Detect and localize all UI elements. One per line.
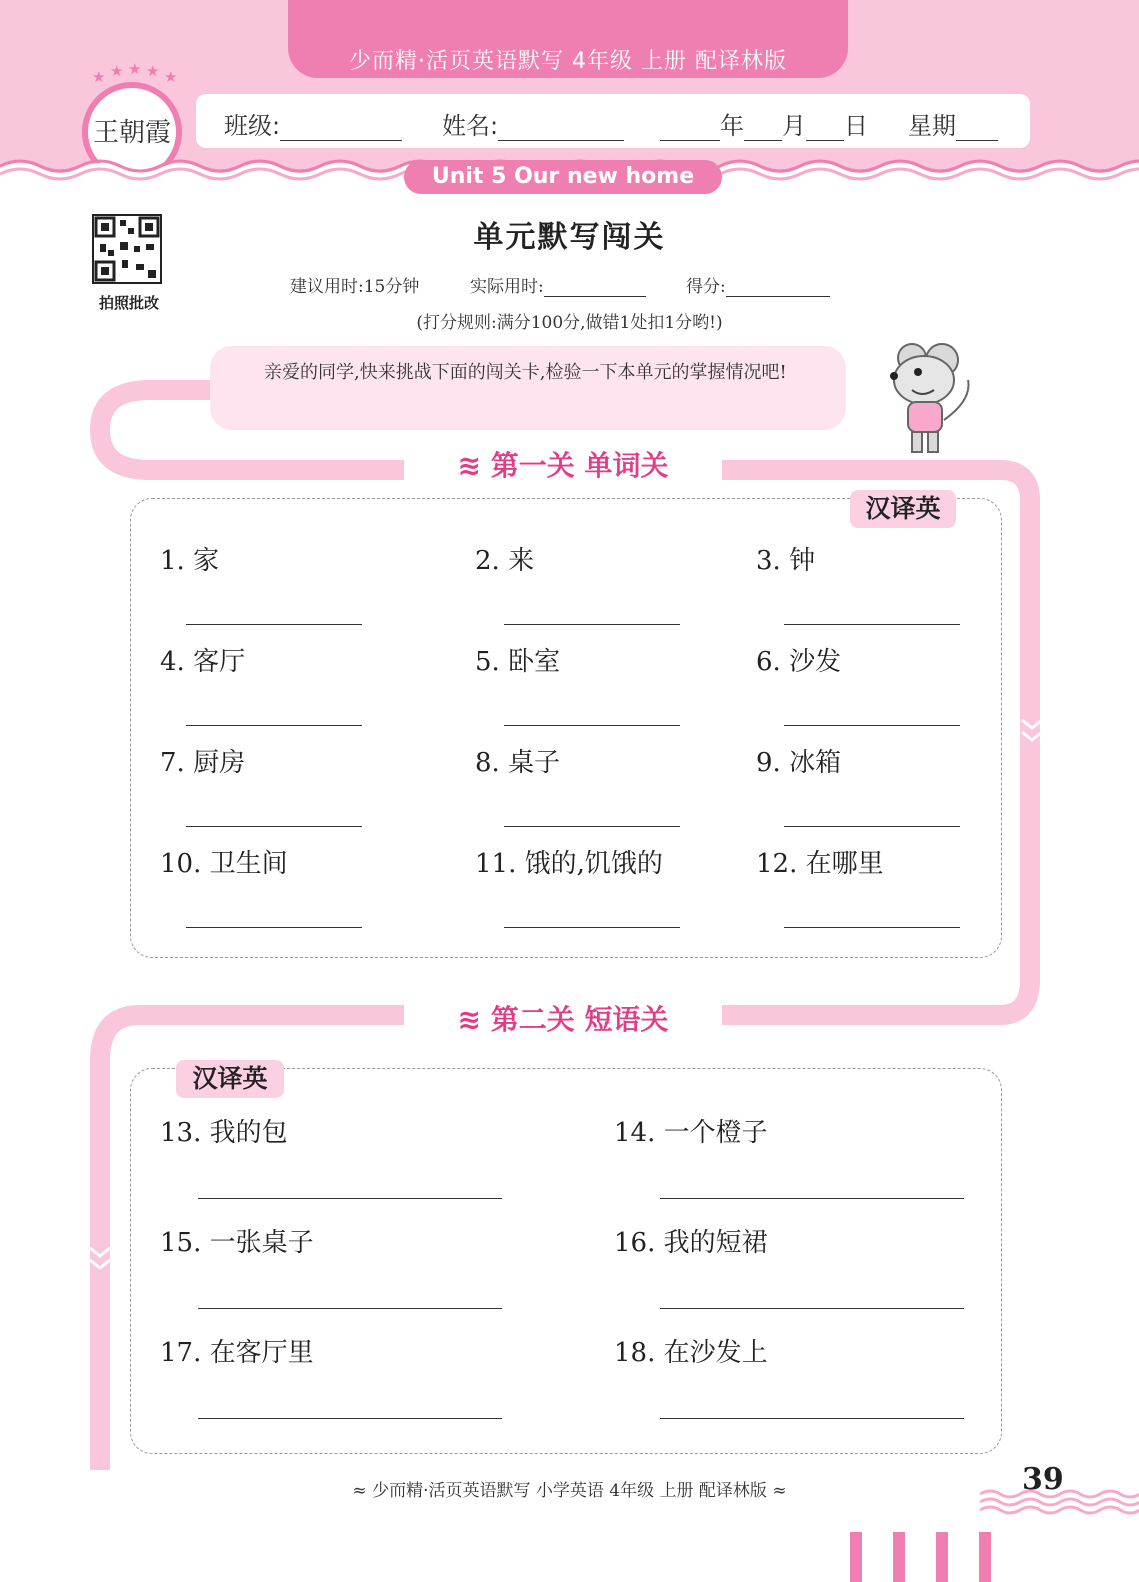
word-item: 7. 厨房 — [160, 748, 246, 778]
logo-text: 王朝霞 — [92, 118, 171, 148]
section1-box — [130, 498, 1002, 958]
phrase-item: 14. 一个橙子 — [614, 1118, 768, 1148]
word-item: 9. 冰箱 — [756, 748, 842, 778]
suggested-time: 建议用时:15分钟 — [290, 277, 420, 297]
star-icon: ★ — [128, 60, 142, 78]
mouse-mascot-icon — [872, 340, 990, 458]
wave-icon: ≈ — [352, 1481, 373, 1501]
word-item: 11. 饿的,饥饿的 — [475, 849, 663, 879]
phrase-item: 13. 我的包 — [160, 1118, 288, 1148]
answer-line[interactable] — [784, 927, 960, 928]
class-field[interactable]: 班级: — [224, 106, 402, 141]
answer-line[interactable] — [504, 725, 680, 726]
word-item: 2. 来 — [475, 546, 535, 576]
footer: ≈ 少而精·活页英语默写 小学英语 4年级 上册 配译林版 ≈ — [352, 1481, 787, 1501]
score-field[interactable]: 得分: — [686, 272, 830, 297]
answer-line[interactable] — [504, 826, 680, 827]
phrase-item: 17. 在客厅里 — [160, 1338, 314, 1368]
unit-title: Unit 5 Our new home — [404, 160, 722, 194]
word-item: 12. 在哪里 — [756, 849, 884, 879]
wave-icon: ≈ — [766, 1481, 787, 1501]
word-item: 4. 客厅 — [160, 647, 246, 677]
decor-bar — [936, 1532, 948, 1582]
section2-title: ≋ 第二关 短语关 — [404, 1000, 722, 1040]
answer-line[interactable] — [504, 927, 680, 928]
phrase-item: 18. 在沙发上 — [614, 1338, 768, 1368]
star-icon: ★ — [146, 62, 160, 80]
answer-line[interactable] — [186, 624, 362, 625]
answer-line[interactable] — [198, 1418, 502, 1419]
star-icon: ★ — [92, 68, 106, 86]
word-item: 8. 桌子 — [475, 748, 561, 778]
actual-time-field[interactable]: 实际用时: — [470, 272, 646, 297]
page-title: 单元默写闯关 — [473, 220, 666, 255]
answer-line[interactable] — [504, 624, 680, 625]
answer-line[interactable] — [660, 1418, 964, 1419]
decor-bar — [850, 1532, 862, 1582]
word-item: 3. 钟 — [756, 546, 816, 576]
word-item: 1. 家 — [160, 546, 220, 576]
page-number: 39 — [1022, 1462, 1064, 1497]
answer-line[interactable] — [186, 725, 362, 726]
qr-label: 拍照批改 — [98, 294, 159, 312]
answer-line[interactable] — [660, 1308, 964, 1309]
section2-tag: 汉译英 — [176, 1060, 284, 1098]
answer-line[interactable] — [660, 1198, 964, 1199]
section1-tag: 汉译英 — [850, 490, 956, 528]
weekday-field[interactable]: 星期 — [908, 106, 998, 141]
wave-icon: ≋ — [457, 1003, 491, 1036]
answer-line[interactable] — [198, 1308, 502, 1309]
intro-text: 亲爱的同学,快来挑战下面的闯关卡,检验一下本单元的掌握情况吧! — [264, 362, 787, 383]
answer-line[interactable] — [784, 725, 960, 726]
phrase-item: 16. 我的短裙 — [614, 1228, 768, 1258]
star-icon: ★ — [110, 62, 124, 80]
answer-line[interactable] — [784, 624, 960, 625]
decor-bar — [893, 1532, 905, 1582]
answer-line[interactable] — [186, 927, 362, 928]
answer-line[interactable] — [784, 826, 960, 827]
decor-bar — [979, 1532, 991, 1582]
section1-title: ≋ 第一关 单词关 — [404, 446, 722, 486]
series-title: 少而精·活页英语默写 4年级 上册 配译林版 — [349, 49, 787, 74]
word-item: 5. 卧室 — [475, 647, 561, 677]
answer-line[interactable] — [186, 826, 362, 827]
name-field[interactable]: 姓名: — [442, 106, 624, 141]
wave-icon: ≋ — [457, 449, 491, 482]
star-icon: ★ — [164, 68, 178, 86]
scoring-rule: (打分规则:满分100分,做错1处扣1分哟!) — [416, 313, 723, 333]
word-item: 6. 沙发 — [756, 647, 842, 677]
word-item: 10. 卫生间 — [160, 849, 288, 879]
date-field[interactable]: 年 月 日 — [660, 106, 868, 141]
answer-line[interactable] — [198, 1198, 502, 1199]
phrase-item: 15. 一张桌子 — [160, 1228, 314, 1258]
